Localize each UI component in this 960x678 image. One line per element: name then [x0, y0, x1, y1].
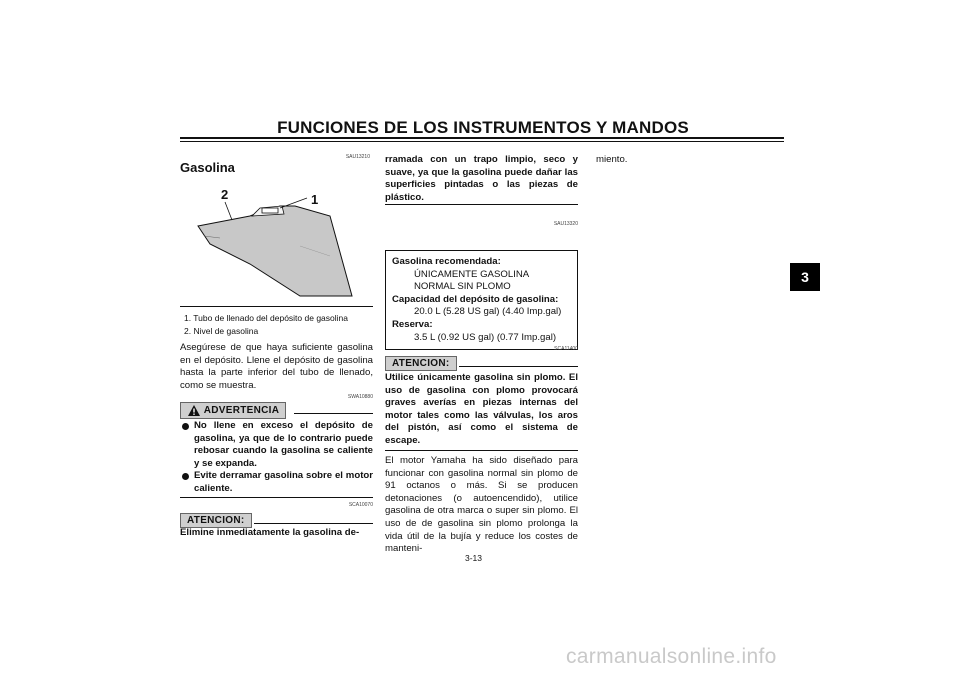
engine-paragraph: El motor Yamaha ha sido diseñado para funcionar con gasolina normal sin plomo de 91 octanos o más. Si se producen detonaciones (o autoencendido), utilice gasolina de otra marca o super sin plomo. El uso de de gasolina sin plomo prolonga la vida útil de la bujía y reduce los costes de manteni- [385, 455, 578, 555]
bullet-icon [182, 423, 189, 430]
notice-text-start: Elimine inmediatamente la gasolina de- [180, 527, 360, 538]
bullet-icon [182, 473, 189, 480]
section-code: SAU13210 [345, 154, 370, 160]
notice2-text: Utilice únicamente gasolina sin plomo. El uso de gasolina con plomo provocará graves averías en piezas internas del motor tales como las válvulas, los aros del pistón, así como el sistema de escape. [385, 372, 578, 446]
spec-reserve-value: 3.5 L (0.92 US gal) (0.77 Imp.gal) [414, 331, 557, 343]
continued-text: miento. [596, 154, 628, 165]
caption-2: 2. Nivel de gasolina [184, 325, 259, 336]
warning-code: SWA10880 [347, 394, 373, 400]
notice-text-end: rramada con un trapo limpio, seco y suave, ya que la gasolina puede dañar las superficies pintadas o las piezas de plástico. [385, 154, 578, 203]
notice2-rule [459, 366, 578, 367]
notice2-badge: ATENCION: [385, 356, 457, 371]
notice2-end-rule [385, 450, 578, 451]
figure-divider [180, 306, 373, 307]
page-number: 3-13 [465, 553, 483, 563]
watermark: carmanualsonline.info [566, 645, 777, 668]
figure-label-2: 2 [221, 187, 229, 202]
spec-reserve-label: Reserva: [392, 318, 433, 330]
warning-list [180, 420, 373, 496]
notice-end-rule [385, 204, 578, 205]
notice2-code: SCA11400 [554, 346, 578, 352]
header-rule-thin [180, 141, 784, 142]
warning-badge [180, 402, 286, 419]
warning-header [180, 400, 373, 416]
notice-rule [254, 523, 373, 524]
notice2-header [385, 353, 578, 369]
page-header-title: FUNCIONES DE LOS INSTRUMENTOS Y MANDOS [277, 118, 689, 137]
warning-triangle-icon [187, 404, 201, 417]
notice-badge: ATENCION: [180, 513, 252, 528]
fuel-tank-figure [180, 186, 370, 306]
warning-label: ADVERTENCIA [203, 405, 280, 416]
spec-recommended-value: ÚNICAMENTE GASOLINA NORMAL SIN PLOMO [414, 268, 529, 293]
notice-code: SCA10070 [348, 502, 373, 508]
figure-label-1: 1 [311, 192, 319, 207]
section-heading: Gasolina [180, 160, 235, 175]
warning-end-rule [180, 497, 373, 498]
spec-capacity-label: Capacidad del depósito de gasolina: [392, 293, 559, 305]
spec-box [385, 250, 578, 350]
caption-1: 1. Tubo de llenado del depósito de gasolina [184, 313, 348, 323]
spec-code: SAU13320 [553, 221, 578, 227]
spec-recommended-label: Gasolina recomendada: [392, 256, 501, 267]
figure-captions [184, 312, 374, 337]
header-rule [180, 137, 784, 139]
warning-item: Evite derramar gasolina sobre el motor caliente. [180, 470, 373, 495]
intro-paragraph: Asegúrese de que haya suficiente gasolina en el depósito. Llene el depósito de gasolina hasta la parte inferior del tubo de llenado, como se muestra. [180, 342, 373, 391]
spec-capacity-value: 20.0 L (5.28 US gal) (4.40 Imp.gal) [414, 306, 562, 318]
notice-header [180, 510, 373, 526]
warning-rule [294, 413, 373, 414]
section-tab[interactable]: 3 [790, 263, 820, 291]
fuel-tank-illustration [180, 186, 370, 306]
warning-item: No llene en exceso el depósito de gasolina, ya que de lo contrario puede rebosar cuando la gasolina se caliente y se expanda. [180, 420, 373, 470]
